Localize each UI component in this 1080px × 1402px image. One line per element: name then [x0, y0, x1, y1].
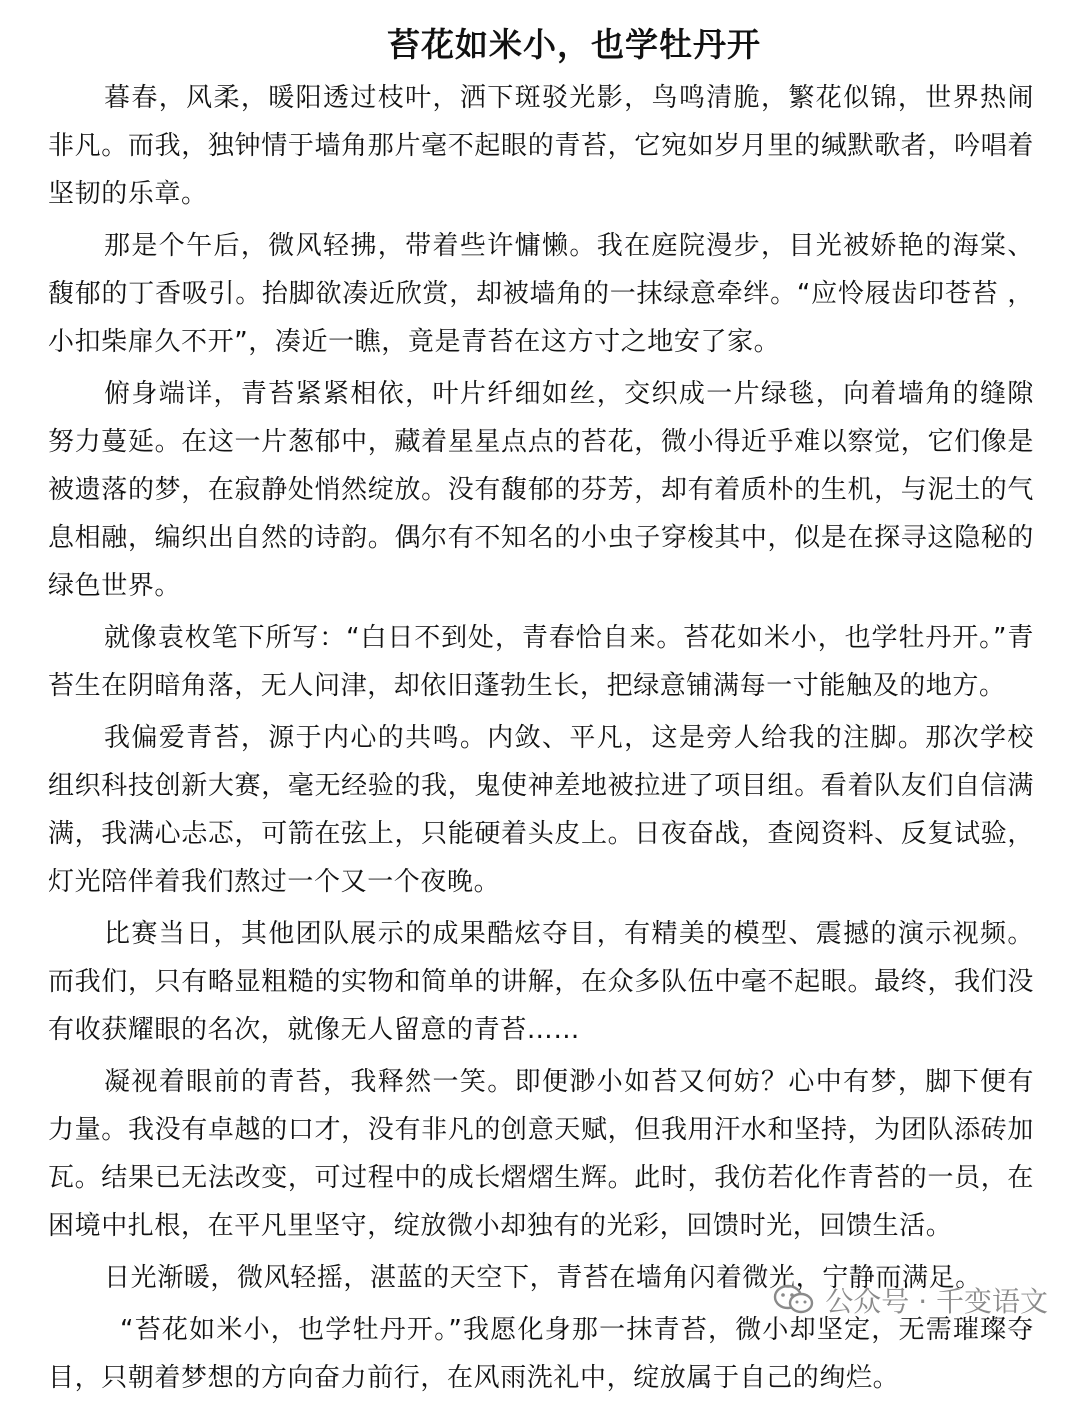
- article-paragraph-3: 俯身端详，青苔紧紧相依，叶片纤细如丝，交织成一片绿毯，向着墙角的缝隙努力蔓延。在这一片葱郁中，藏着星星点点的苔花，微小得近乎难以察觉，它们像是被遗落的梦，在寂静处悄然绽放。没有馥郁的芬芳，却有着质朴的生机，与泥土的气息相融，编织出自然的诗韵。偶尔有不知名的小虫子穿梭其中，似是在探寻这隐秘的绿色世界。: [48, 379, 1034, 601]
- article-paragraph-8: 日光渐暖，微风轻摇，湛蓝的天空下，青苔在墙角闪着微光，宁静而满足。: [104, 1263, 982, 1293]
- wechat-official-account-icon: [773, 1284, 815, 1316]
- watermark-text: 公众号 · 千变语文: [825, 1285, 1048, 1318]
- article-paragraph-1: 暮春，风柔，暖阳透过枝叶，洒下斑驳光影，鸟鸣清脆，繁花似锦，世界热闹非凡。而我，独钟情于墙角那片毫不起眼的青苔，它宛如岁月里的缄默歌者，吟唱着坚韧的乐章。: [48, 83, 1034, 209]
- article-paragraph-2: 那是个午后，微风轻拂，带着些许慵懒。我在庭院漫步，目光被娇艳的海棠、馥郁的丁香吸引。抬脚欲凑近欣赏，却被墙角的一抹绿意牵绊。“应怜屐齿印苍苔 ，小扣柴扉久不开”，凑近一瞧，竟是青苔在这方寸之地安了家。: [48, 231, 1034, 357]
- watermark: [773, 1280, 1048, 1320]
- article-title: 苔花如米小，也学牡丹开: [387, 25, 761, 64]
- article-paragraph-5: 我偏爱青苔，源于内心的共鸣。内敛、平凡，这是旁人给我的注脚。那次学校组织科技创新大赛，毫无经验的我，鬼使神差地被拉进了项目组。看着队友们自信满满，我满心忐忑，可箭在弦上，只能硬着头皮上。日夜奋战，查阅资料、反复试验，灯光陪伴着我们熬过一个又一个夜晚。: [48, 723, 1034, 897]
- article-paragraph-7: 凝视着眼前的青苔，我释然一笑。即便渺小如苔又何妨？心中有梦，脚下便有力量。我没有卓越的口才，没有非凡的创意天赋，但我用汗水和坚持，为团队添砖加瓦。结果已无法改变，可过程中的成长熠熠生辉。此时，我仿若化作青苔的一员，在困境中扎根，在平凡里坚守，绽放微小却独有的光彩，回馈时光，回馈生活。: [48, 1067, 1034, 1241]
- article-paragraph-4: 就像袁枚笔下所写：“白日不到处，青春恰自来。苔花如米小，也学牡丹开。”青苔生在阴暗角落，无人问津，却依旧蓬勃生长，把绿意铺满每一寸能触及的地方。: [48, 623, 1034, 701]
- article-paragraph-9: “苔花如米小，也学牡丹开。”我愿化身那一抹青苔，微小却坚定，无需璀璨夺目，只朝着梦想的方向奋力前行，在风雨洗礼中，绽放属于自己的绚烂。: [48, 1315, 1034, 1393]
- article-paragraph-6: 比赛当日，其他团队展示的成果酷炫夺目，有精美的模型、震撼的演示视频。而我们，只有略显粗糙的实物和简单的讲解，在众多队伍中毫不起眼。最终，我们没有收获耀眼的名次，就像无人留意的青苔……: [48, 919, 1034, 1045]
